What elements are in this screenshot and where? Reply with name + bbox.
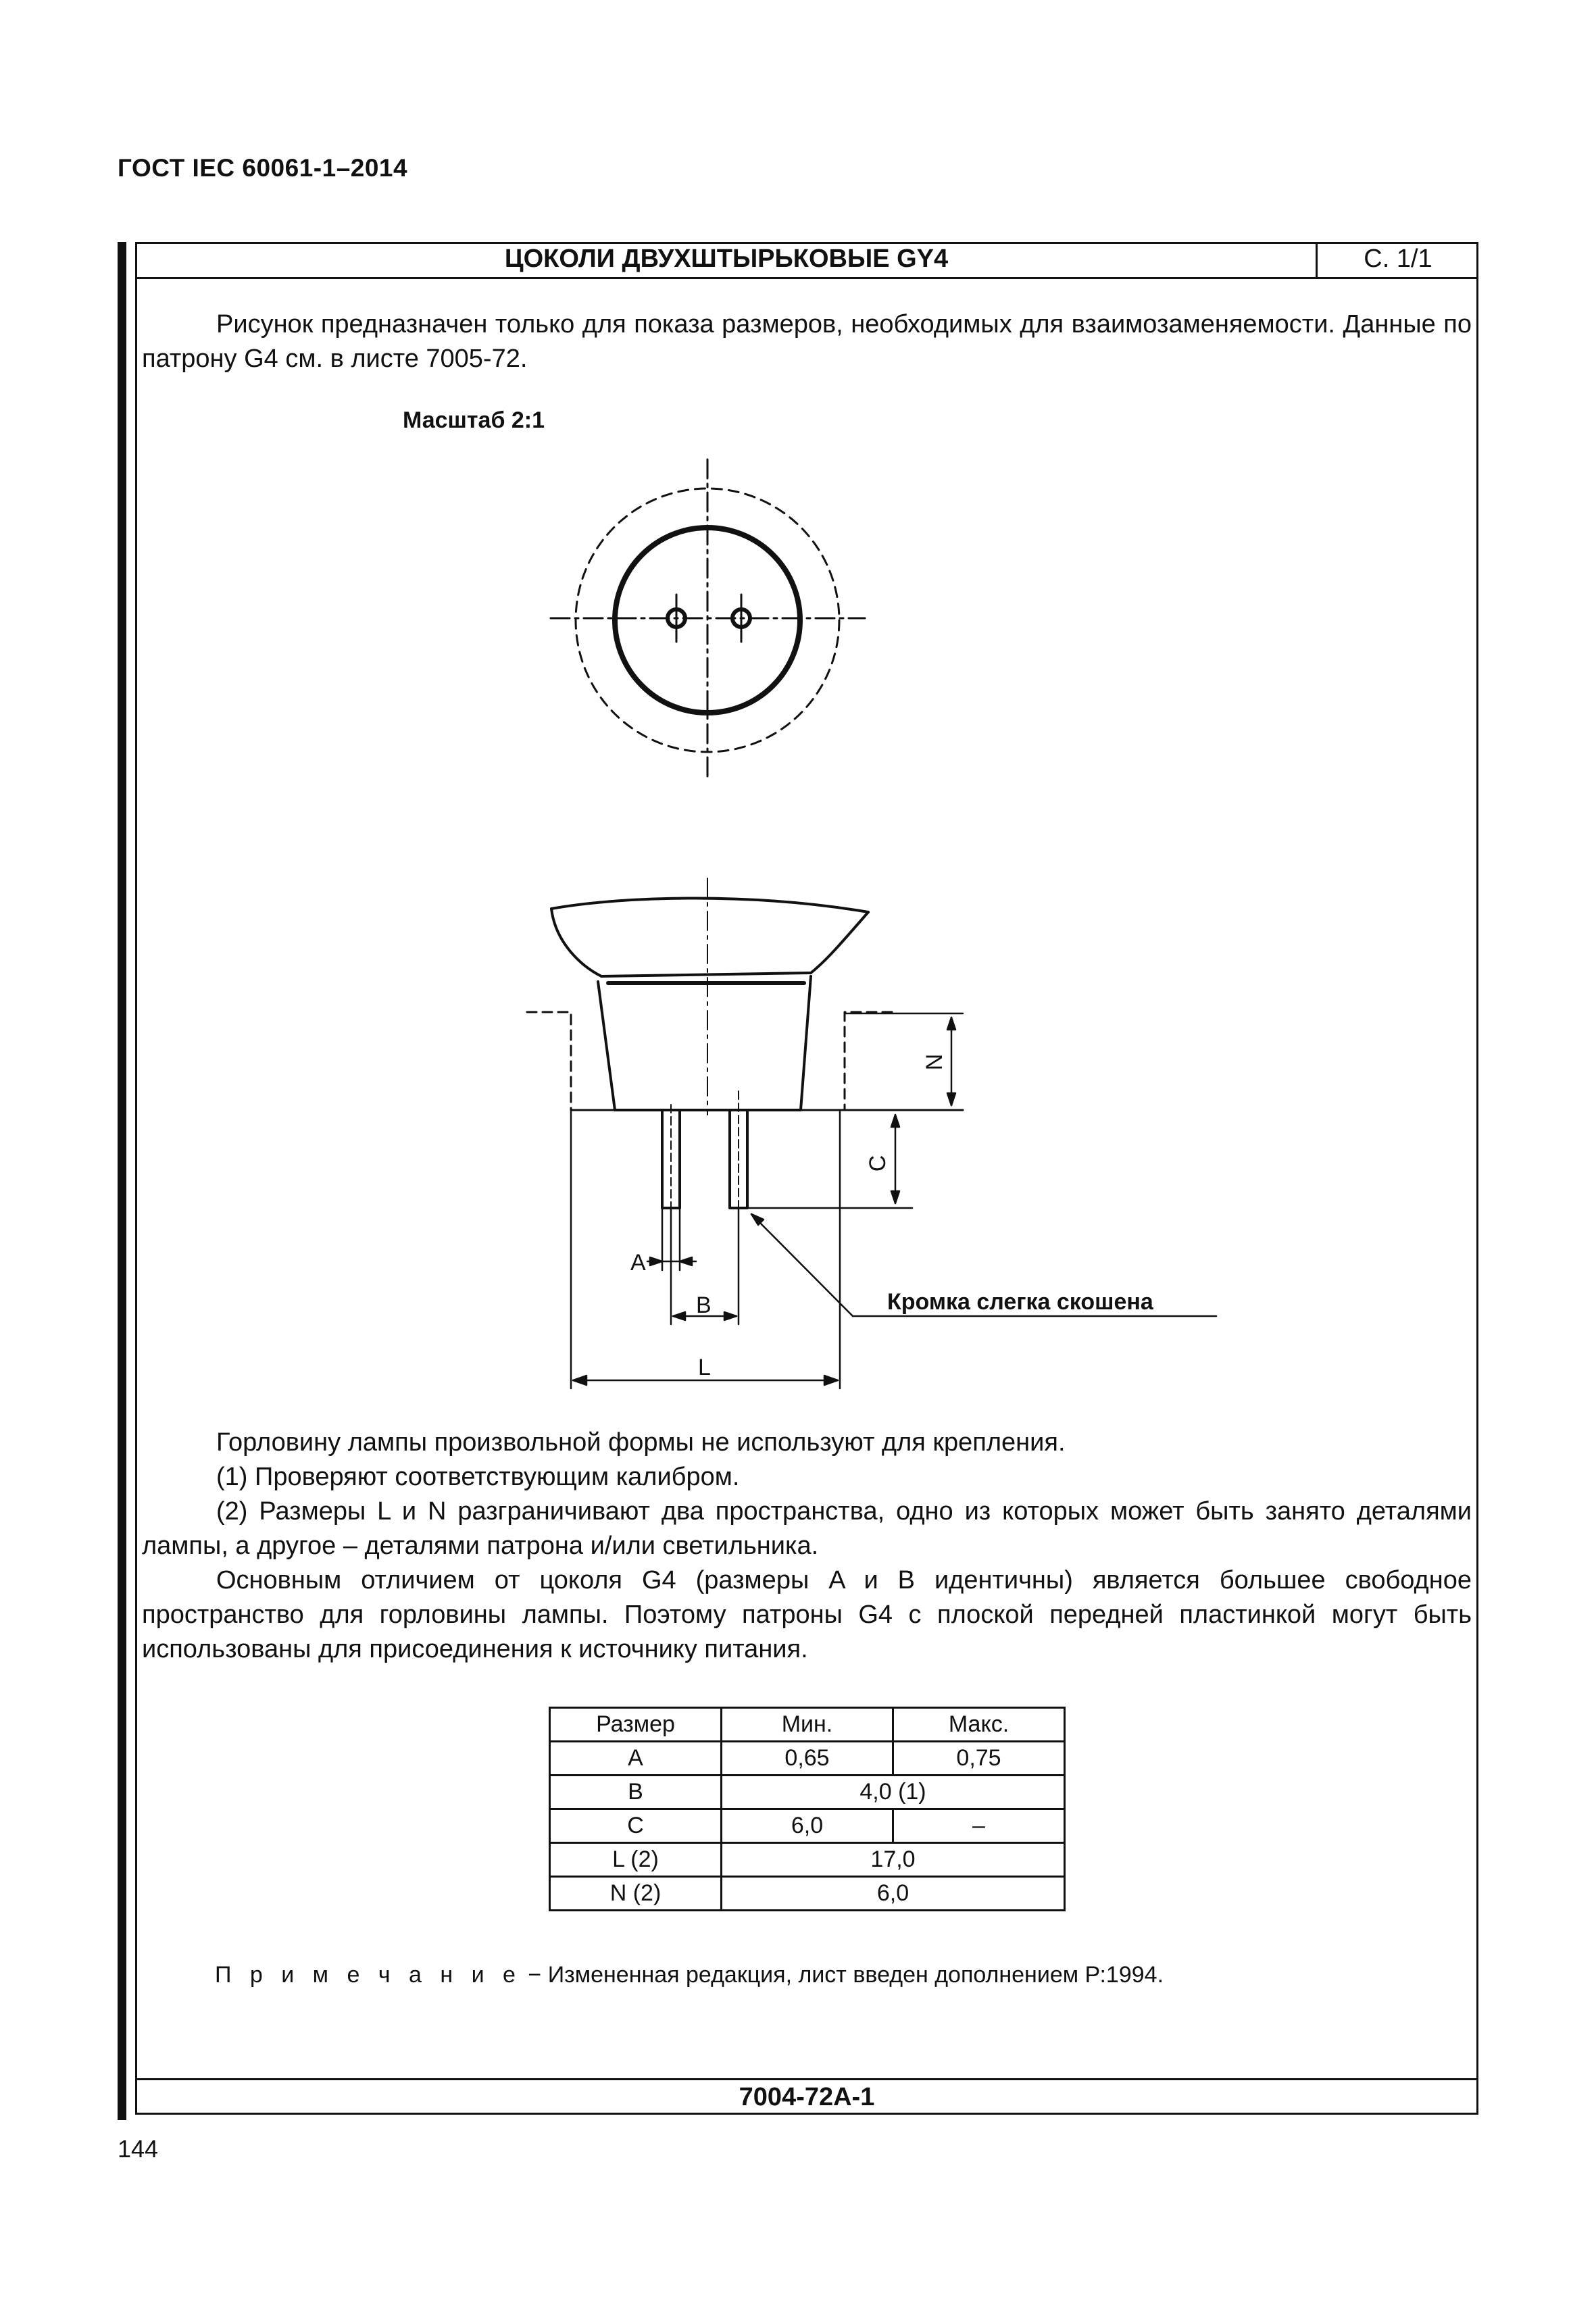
sheet-code: 7004-72A-1 bbox=[739, 2083, 875, 2111]
bulb-left bbox=[551, 909, 601, 976]
footnote-label: П р и м е ч а н и е bbox=[215, 1962, 522, 1988]
sidebar-bar bbox=[118, 242, 126, 2120]
header-cell: Макс. bbox=[893, 1708, 1065, 1742]
scale-label: Масштаб 2:1 bbox=[403, 407, 545, 433]
dimension-n-label: N bbox=[922, 1053, 947, 1071]
dimension-l-label: L bbox=[698, 1355, 711, 1380]
size-cell: B bbox=[550, 1776, 722, 1809]
cap-body bbox=[598, 976, 811, 1110]
footnote-text: − Измененная редакция, лист введен дополнением Р:1994. bbox=[521, 1962, 1164, 1988]
page-number: 144 bbox=[118, 2135, 159, 2163]
footnote bbox=[215, 1962, 1164, 1988]
dimensions-table bbox=[549, 1707, 1066, 1911]
max-cell: – bbox=[893, 1809, 1065, 1843]
table-row bbox=[550, 1742, 1065, 1776]
header-cell: Мин. bbox=[722, 1708, 893, 1742]
table-row bbox=[550, 1877, 1065, 1911]
cap-technical-drawing bbox=[473, 446, 1284, 1405]
note-paragraph: Основным отличием от цоколя G4 (размеры A и B идентичны) является большее свободное пространство для горловины лампы. Поэтому патроны G4 с плоской передней пластинкой могут быть использованы для присоединения к источнику питания. bbox=[142, 1566, 1472, 1663]
note-paragraph: Горловину лампы произвольной формы не используют для крепления. bbox=[216, 1428, 1066, 1457]
table-row bbox=[550, 1809, 1065, 1843]
bulb-top bbox=[551, 898, 868, 912]
side-view bbox=[527, 878, 963, 1216]
size-cell: C bbox=[550, 1809, 722, 1843]
dimension-lines bbox=[571, 1013, 1216, 1388]
intro-paragraph: Рисунок предназначен только для показа размеров, необходимых для взаимозаменяемости. Данные по патрону G4 см. в листе 7005-72. bbox=[142, 310, 1472, 373]
notes-block bbox=[142, 1426, 1472, 1667]
dimension-b-label: B bbox=[696, 1292, 712, 1318]
dimension-c-label: C bbox=[865, 1155, 891, 1172]
sheet-title: ЦОКОЛИ ДВУХШТЫРЬКОВЫЕ GY4 bbox=[504, 245, 949, 273]
max-cell: 0,75 bbox=[893, 1742, 1065, 1776]
min-cell: 6,0 bbox=[722, 1809, 893, 1843]
size-cell: L (2) bbox=[550, 1843, 722, 1877]
min-cell: 0,65 bbox=[722, 1742, 893, 1776]
table-row bbox=[550, 1843, 1065, 1877]
value-cell: 6,0 bbox=[722, 1877, 1065, 1911]
size-cell: A bbox=[550, 1742, 722, 1776]
document-header: ГОСТ IEC 60061-1–2014 bbox=[118, 154, 408, 182]
size-cell: N (2) bbox=[550, 1877, 722, 1911]
value-cell: 4,0 (1) bbox=[722, 1776, 1065, 1809]
header-cell: Размер bbox=[550, 1708, 722, 1742]
bulb-right bbox=[811, 912, 868, 973]
dimension-a-label: A bbox=[630, 1250, 646, 1276]
note-paragraph: (2) Размеры L и N разграничивают два пространства, одно из которых может быть занято деталями лампы, а другое – деталями патрона и/или светильника. bbox=[142, 1497, 1472, 1560]
sheet-page-label: С. 1/1 bbox=[1364, 245, 1432, 273]
note-paragraph: (1) Проверяют соответствующим калибром. bbox=[216, 1463, 740, 1491]
footer-divider bbox=[135, 2078, 1478, 2080]
table-header-row bbox=[550, 1708, 1065, 1742]
table-row bbox=[550, 1776, 1065, 1809]
top-view bbox=[551, 459, 865, 780]
edge-chamfer-note: Кромка слегка скошена bbox=[887, 1289, 1153, 1315]
value-cell: 17,0 bbox=[722, 1843, 1065, 1877]
